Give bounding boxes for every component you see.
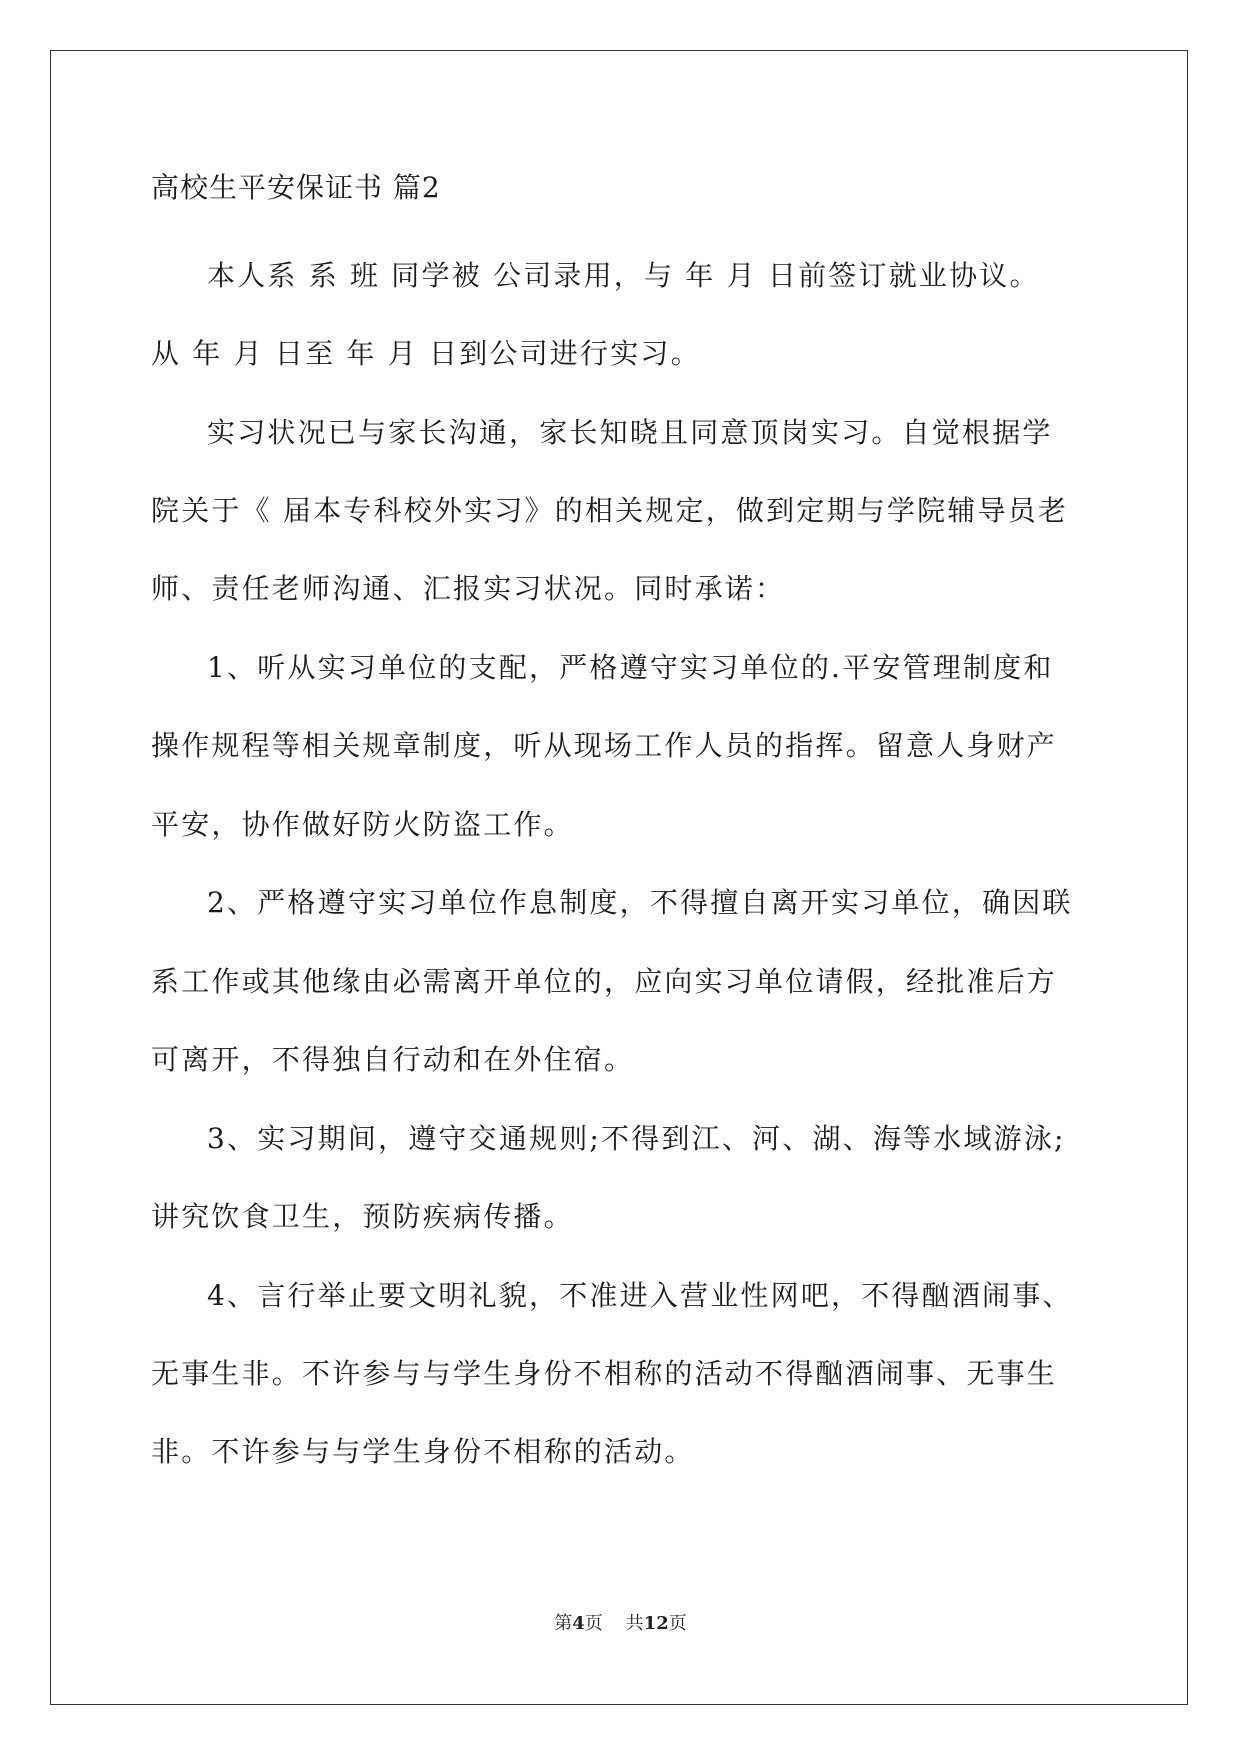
page-total: 12 bbox=[643, 1613, 669, 1634]
paragraph-item-2-line-3: 可离开，不得独自行动和在外住宿。 bbox=[151, 1043, 635, 1076]
document-title: 高校生平安保证书 篇2 bbox=[151, 171, 441, 204]
paragraph-item-2-line-2: 系工作或其他缘由必需离开单位的，应向实习单位请假，经批准后方 bbox=[151, 965, 1058, 998]
paragraph-intro-line-2: 从 年 月 日至 年 月 日到公司进行实习。 bbox=[151, 337, 701, 370]
paragraph-item-3-line-2: 讲究饮食卫生，预防疾病传播。 bbox=[151, 1200, 574, 1233]
paragraph-commitment-line-3: 师、责任老师沟通、汇报实习状况。同时承诺： bbox=[151, 572, 786, 605]
paragraph-item-1-line-3: 平安，协作做好防火防盗工作。 bbox=[151, 808, 574, 841]
paragraph-item-1-line-1: 1、听从实习单位的支配，严格遵守实习单位的.平安管理制度和 bbox=[207, 651, 1054, 684]
paragraph-item-4-line-1: 4、言行举止要文明礼貌，不准进入营业性网吧，不得酗酒闹事、 bbox=[207, 1279, 1073, 1312]
page-suffix: 页 bbox=[668, 1613, 687, 1634]
paragraph-item-1-line-2: 操作规程等相关规章制度，听从现场工作人员的指挥。留意人身财产 bbox=[151, 729, 1058, 762]
paragraph-commitment-line-1: 实习状况已与家长沟通，家长知晓且同意顶岗实习。自觉根据学 bbox=[207, 416, 1053, 449]
paragraph-item-3-line-1: 3、实习期间，遵守交通规则;不得到江、河、湖、海等水域游泳; bbox=[207, 1122, 1066, 1155]
paragraph-item-4-line-2: 无事生非。不许参与与学生身份不相称的活动不得酗酒闹事、无事生 bbox=[151, 1357, 1058, 1390]
paragraph-intro-line-1: 本人系 系 班 同学被 公司录用，与 年 月 日前签订就业协议。 bbox=[207, 259, 1040, 292]
paragraph-commitment-line-2: 院关于《 届本专科校外实习》的相关规定，做到定期与学院辅导员老 bbox=[151, 494, 1069, 527]
page-number-footer bbox=[0, 1612, 1241, 1636]
page-prefix: 第 bbox=[554, 1613, 573, 1634]
paragraph-item-4-line-3: 非。不许参与与学生身份不相称的活动。 bbox=[151, 1435, 695, 1468]
paragraph-item-2-line-1: 2、严格遵守实习单位作息制度，不得擅自离开实习单位，确因联 bbox=[207, 886, 1073, 919]
page-current: 4 bbox=[572, 1613, 585, 1634]
page-mid: 页 共 bbox=[584, 1613, 644, 1634]
